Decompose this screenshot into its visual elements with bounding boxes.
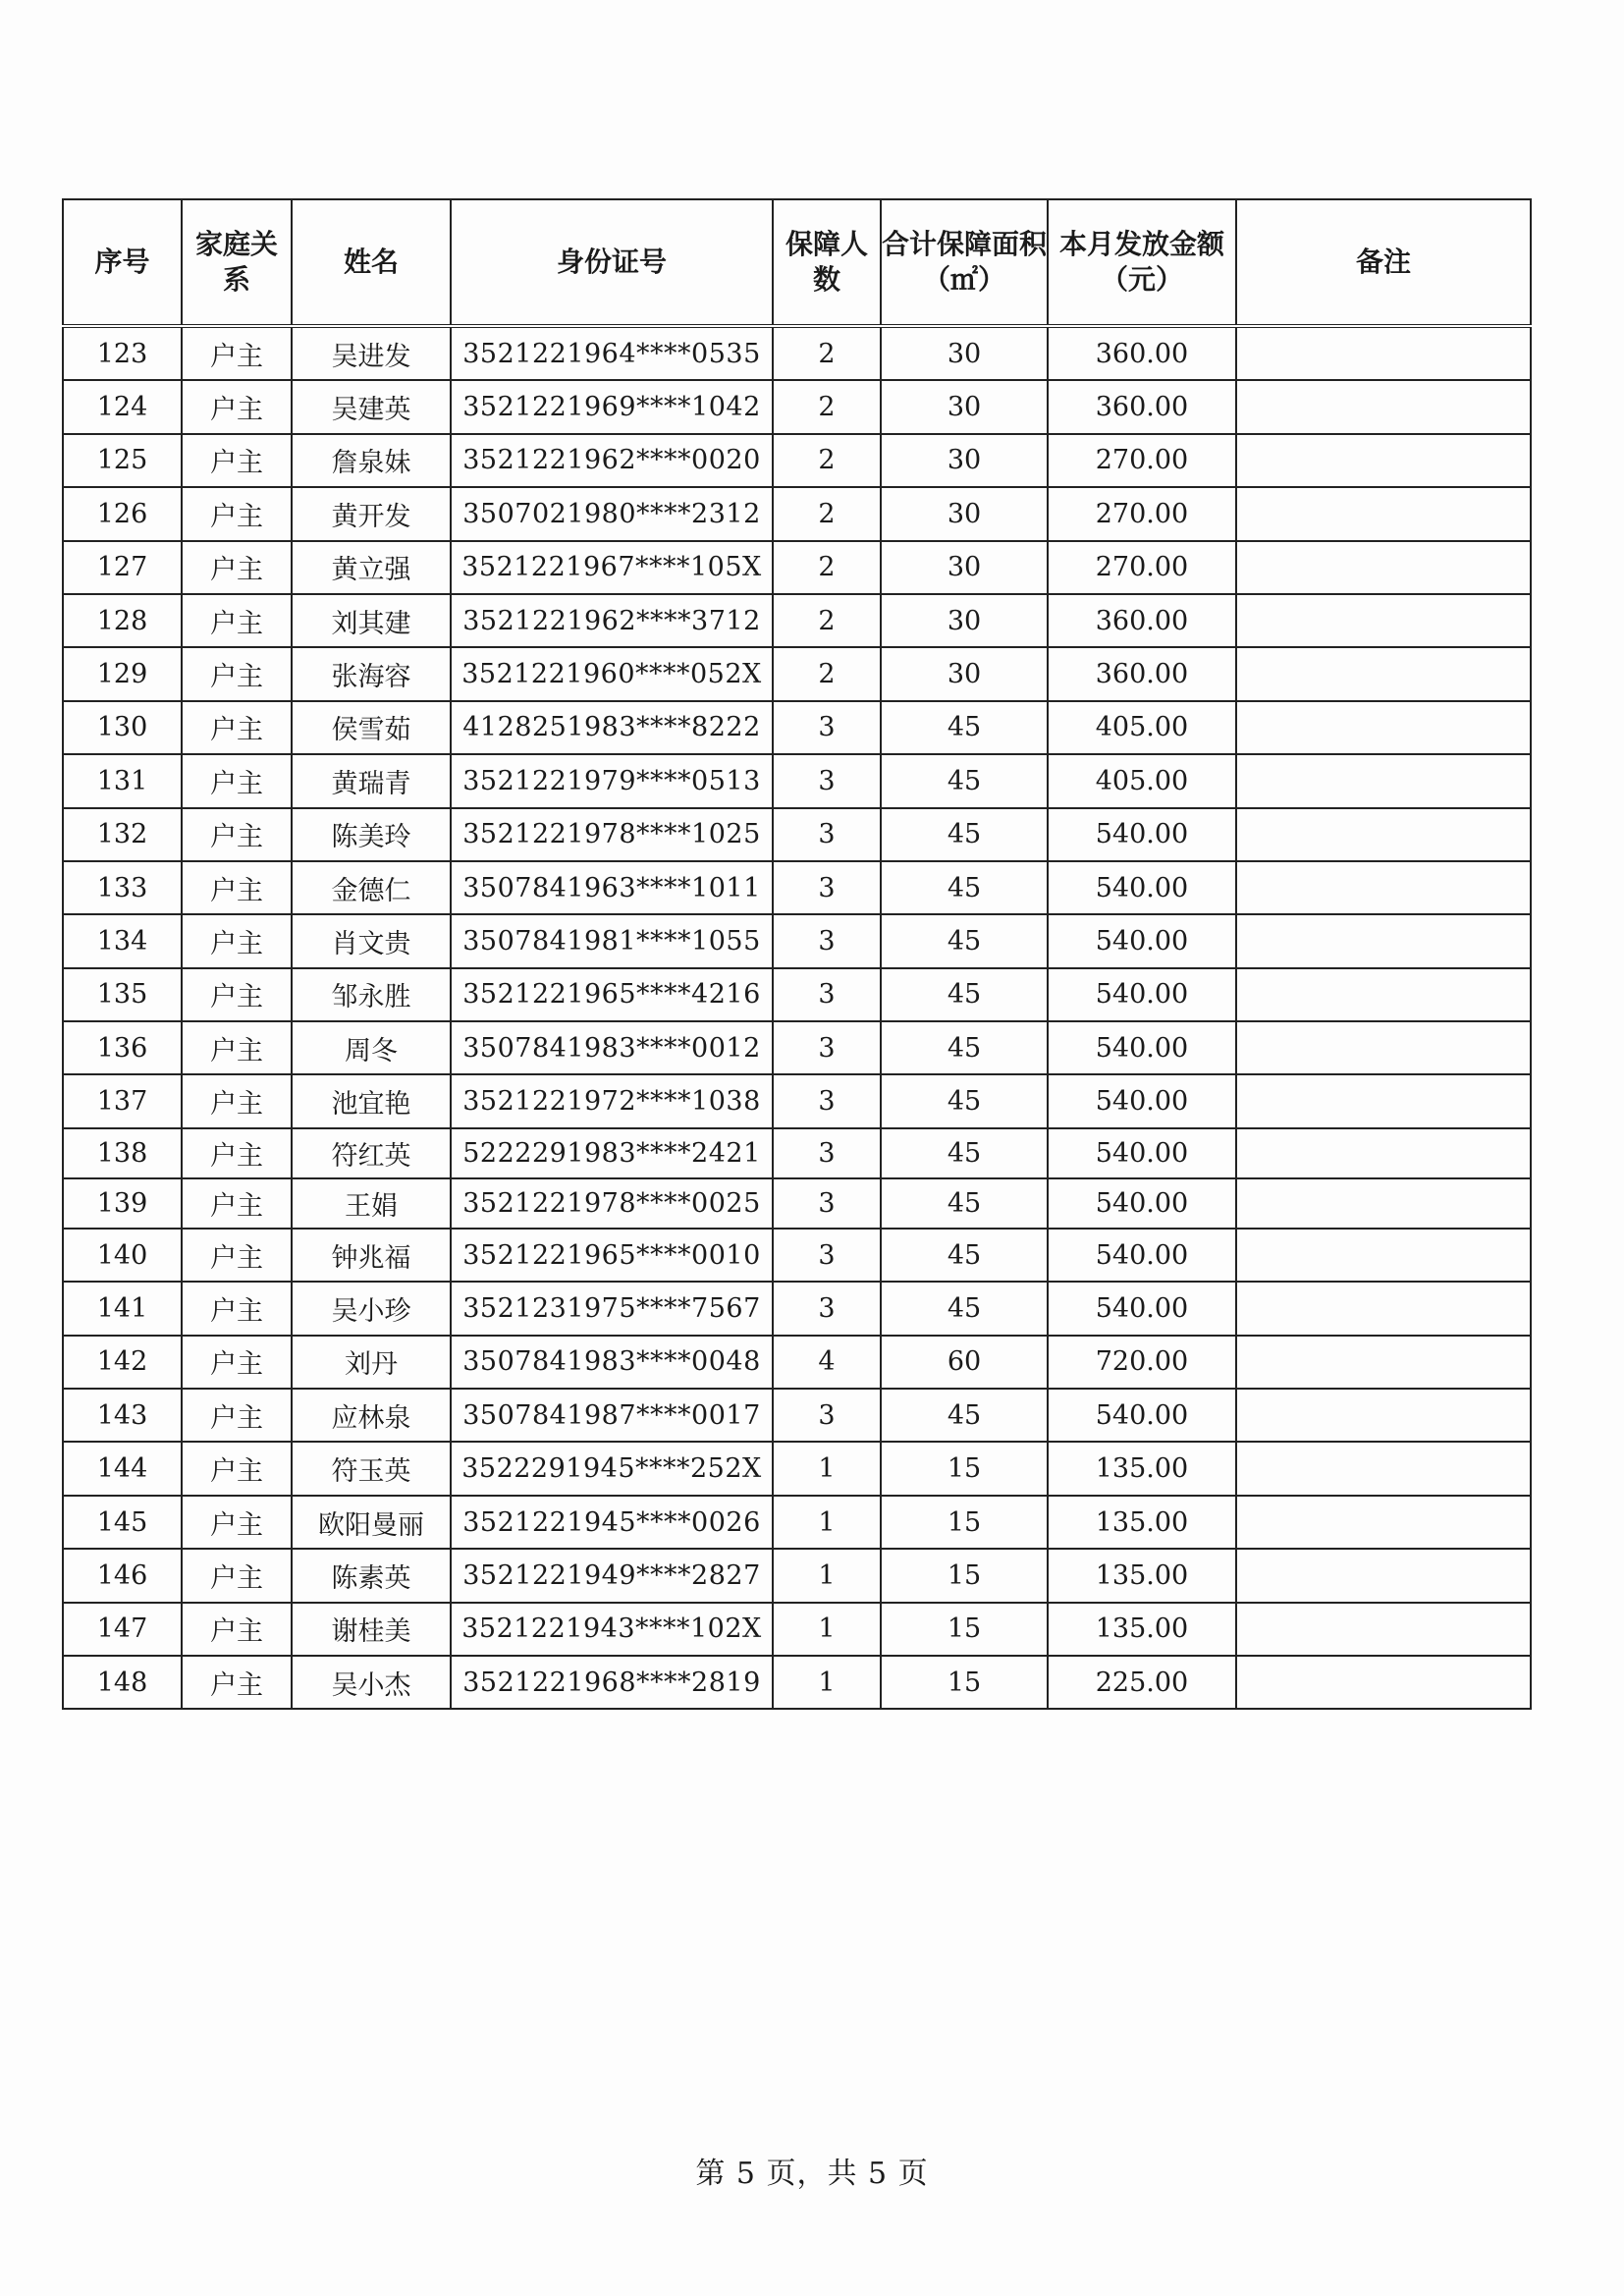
cell-remark [1236,968,1531,1021]
cell-persons: 3 [773,861,881,914]
cell-id-number: 3521221965****0010 [451,1229,773,1282]
cell-amount: 540.00 [1048,1229,1236,1282]
cell-remark [1236,1389,1531,1442]
table-row [63,594,1531,647]
cell-remark [1236,1656,1531,1709]
cell-seq: 124 [63,380,182,433]
cell-relation: 户主 [182,541,292,594]
cell-relation: 户主 [182,326,292,380]
cell-persons: 1 [773,1603,881,1656]
cell-name: 符玉英 [292,1442,451,1495]
cell-id-number: 4128251983****8222 [451,701,773,754]
header-relation: 家庭关系 [182,199,292,326]
cell-seq: 145 [63,1496,182,1549]
cell-area: 45 [881,701,1048,754]
cell-area: 30 [881,434,1048,487]
cell-relation: 户主 [182,594,292,647]
cell-relation: 户主 [182,1442,292,1495]
cell-remark [1236,1549,1531,1602]
table-row [63,1128,1531,1178]
cell-seq: 135 [63,968,182,1021]
cell-remark [1236,1178,1531,1229]
cell-amount: 135.00 [1048,1496,1236,1549]
cell-relation: 户主 [182,1128,292,1178]
cell-name: 钟兆福 [292,1229,451,1282]
cell-relation: 户主 [182,808,292,861]
cell-relation: 户主 [182,968,292,1021]
table-row [63,1549,1531,1602]
cell-name: 詹泉妹 [292,434,451,487]
cell-relation: 户主 [182,487,292,540]
cell-area: 15 [881,1549,1048,1602]
cell-persons: 1 [773,1442,881,1495]
cell-area: 30 [881,647,1048,700]
cell-persons: 2 [773,647,881,700]
cell-name: 吴小珍 [292,1282,451,1335]
cell-persons: 3 [773,808,881,861]
table-row [63,701,1531,754]
cell-seq: 148 [63,1656,182,1709]
cell-remark [1236,1282,1531,1335]
cell-relation: 户主 [182,1229,292,1282]
cell-id-number: 3521221968****2819 [451,1656,773,1709]
cell-persons: 2 [773,380,881,433]
cell-area: 30 [881,380,1048,433]
cell-amount: 405.00 [1048,701,1236,754]
cell-amount: 540.00 [1048,1074,1236,1127]
cell-area: 15 [881,1656,1048,1709]
cell-remark [1236,701,1531,754]
table-row [63,647,1531,700]
cell-seq: 123 [63,326,182,380]
cell-name: 刘其建 [292,594,451,647]
table-row [63,1021,1531,1074]
cell-persons: 2 [773,594,881,647]
header-id-number: 身份证号 [451,199,773,326]
cell-remark [1236,1229,1531,1282]
cell-relation: 户主 [182,1282,292,1335]
cell-id-number: 3507841987****0017 [451,1389,773,1442]
header-amount: 本月发放金额（元） [1048,199,1236,326]
cell-name: 黄瑞青 [292,754,451,807]
table-row [63,1603,1531,1656]
cell-amount: 270.00 [1048,434,1236,487]
cell-relation: 户主 [182,1656,292,1709]
cell-id-number: 5222291983****2421 [451,1128,773,1178]
cell-id-number: 3522291945****252X [451,1442,773,1495]
cell-id-number: 3521221962****0020 [451,434,773,487]
cell-seq: 125 [63,434,182,487]
cell-relation: 户主 [182,1389,292,1442]
cell-seq: 131 [63,754,182,807]
cell-name: 邹永胜 [292,968,451,1021]
cell-remark [1236,861,1531,914]
cell-relation: 户主 [182,754,292,807]
cell-amount: 540.00 [1048,861,1236,914]
cell-area: 15 [881,1442,1048,1495]
cell-relation: 户主 [182,1021,292,1074]
cell-name: 黄开发 [292,487,451,540]
cell-id-number: 3521221964****0535 [451,326,773,380]
cell-amount: 225.00 [1048,1656,1236,1709]
cell-area: 45 [881,914,1048,967]
cell-amount: 135.00 [1048,1442,1236,1495]
table-row [63,380,1531,433]
cell-seq: 133 [63,861,182,914]
cell-amount: 270.00 [1048,487,1236,540]
cell-relation: 户主 [182,701,292,754]
cell-amount: 405.00 [1048,754,1236,807]
cell-amount: 360.00 [1048,380,1236,433]
cell-seq: 126 [63,487,182,540]
cell-relation: 户主 [182,914,292,967]
cell-remark [1236,541,1531,594]
cell-area: 30 [881,541,1048,594]
cell-remark [1236,487,1531,540]
cell-id-number: 3507841983****0048 [451,1336,773,1389]
cell-name: 周冬 [292,1021,451,1074]
cell-amount: 135.00 [1048,1603,1236,1656]
cell-remark [1236,1074,1531,1127]
cell-seq: 140 [63,1229,182,1282]
cell-persons: 4 [773,1336,881,1389]
cell-persons: 2 [773,487,881,540]
cell-persons: 3 [773,1178,881,1229]
cell-area: 30 [881,487,1048,540]
cell-remark [1236,808,1531,861]
cell-remark [1236,1442,1531,1495]
cell-seq: 144 [63,1442,182,1495]
cell-relation: 户主 [182,1336,292,1389]
table-row [63,1656,1531,1709]
cell-area: 45 [881,754,1048,807]
cell-persons: 1 [773,1549,881,1602]
table-row [63,968,1531,1021]
cell-seq: 143 [63,1389,182,1442]
cell-id-number: 3521221965****4216 [451,968,773,1021]
cell-remark [1236,1336,1531,1389]
cell-id-number: 3521221978****0025 [451,1178,773,1229]
cell-name: 张海容 [292,647,451,700]
cell-seq: 136 [63,1021,182,1074]
cell-id-number: 3521221978****1025 [451,808,773,861]
cell-amount: 135.00 [1048,1549,1236,1602]
cell-id-number: 3507841983****0012 [451,1021,773,1074]
cell-seq: 141 [63,1282,182,1335]
cell-relation: 户主 [182,647,292,700]
cell-amount: 270.00 [1048,541,1236,594]
cell-remark [1236,1603,1531,1656]
cell-persons: 3 [773,1282,881,1335]
header-name: 姓名 [292,199,451,326]
cell-name: 陈美玲 [292,808,451,861]
table-row [63,1442,1531,1495]
cell-id-number: 3521221962****3712 [451,594,773,647]
cell-name: 应林泉 [292,1389,451,1442]
cell-persons: 3 [773,914,881,967]
cell-name: 侯雪茹 [292,701,451,754]
cell-area: 30 [881,594,1048,647]
cell-id-number: 3507841981****1055 [451,914,773,967]
cell-name: 陈素英 [292,1549,451,1602]
cell-persons: 2 [773,434,881,487]
cell-name: 符红英 [292,1128,451,1178]
cell-remark [1236,754,1531,807]
cell-persons: 2 [773,541,881,594]
page-number-footer: 第 5 页，共 5 页 [695,2157,929,2191]
header-persons: 保障人数 [773,199,881,326]
cell-id-number: 3521221969****1042 [451,380,773,433]
cell-persons: 3 [773,1389,881,1442]
cell-seq: 138 [63,1128,182,1178]
table-row [63,1336,1531,1389]
cell-name: 王娟 [292,1178,451,1229]
cell-amount: 540.00 [1048,968,1236,1021]
cell-seq: 134 [63,914,182,967]
cell-name: 吴进发 [292,326,451,380]
cell-name: 池宜艳 [292,1074,451,1127]
cell-remark [1236,647,1531,700]
cell-seq: 129 [63,647,182,700]
cell-remark [1236,914,1531,967]
cell-amount: 360.00 [1048,647,1236,700]
cell-area: 45 [881,1389,1048,1442]
cell-name: 刘丹 [292,1336,451,1389]
cell-relation: 户主 [182,380,292,433]
cell-amount: 540.00 [1048,914,1236,967]
cell-area: 45 [881,1178,1048,1229]
cell-name: 肖文贵 [292,914,451,967]
cell-seq: 132 [63,808,182,861]
cell-persons: 3 [773,754,881,807]
table-row [63,754,1531,807]
cell-remark [1236,326,1531,380]
cell-remark [1236,1496,1531,1549]
cell-remark [1236,380,1531,433]
cell-id-number: 3521221943****102X [451,1603,773,1656]
cell-id-number: 3521221967****105X [451,541,773,594]
cell-id-number: 3521221979****0513 [451,754,773,807]
cell-relation: 户主 [182,1074,292,1127]
cell-area: 45 [881,1074,1048,1127]
table-row [63,1074,1531,1127]
cell-area: 30 [881,326,1048,380]
cell-area: 15 [881,1496,1048,1549]
cell-amount: 360.00 [1048,594,1236,647]
cell-amount: 540.00 [1048,1021,1236,1074]
cell-amount: 540.00 [1048,808,1236,861]
cell-persons: 1 [773,1496,881,1549]
cell-relation: 户主 [182,1496,292,1549]
table-body [63,326,1531,1709]
cell-name: 欧阳曼丽 [292,1496,451,1549]
header-area: 合计保障面积（㎡） [881,199,1048,326]
cell-amount: 360.00 [1048,326,1236,380]
cell-id-number: 3521221945****0026 [451,1496,773,1549]
cell-area: 45 [881,968,1048,1021]
cell-id-number: 3507021980****2312 [451,487,773,540]
table-row [63,541,1531,594]
cell-seq: 142 [63,1336,182,1389]
table-row [63,1282,1531,1335]
cell-persons: 3 [773,1128,881,1178]
cell-amount: 540.00 [1048,1389,1236,1442]
header-remark: 备注 [1236,199,1531,326]
cell-id-number: 3521221949****2827 [451,1549,773,1602]
cell-area: 60 [881,1336,1048,1389]
cell-name: 吴建英 [292,380,451,433]
cell-area: 45 [881,861,1048,914]
cell-persons: 3 [773,1074,881,1127]
table-row [63,861,1531,914]
cell-id-number: 3521231975****7567 [451,1282,773,1335]
table-row [63,914,1531,967]
table-row [63,487,1531,540]
cell-relation: 户主 [182,1178,292,1229]
table-row [63,434,1531,487]
cell-persons: 2 [773,326,881,380]
cell-id-number: 3521221972****1038 [451,1074,773,1127]
cell-persons: 3 [773,701,881,754]
cell-persons: 3 [773,1021,881,1074]
cell-area: 45 [881,1128,1048,1178]
cell-relation: 户主 [182,1603,292,1656]
header-seq: 序号 [63,199,182,326]
cell-area: 15 [881,1603,1048,1656]
table-header-row [63,199,1531,326]
cell-id-number: 3521221960****052X [451,647,773,700]
cell-seq: 147 [63,1603,182,1656]
cell-area: 45 [881,1282,1048,1335]
cell-relation: 户主 [182,861,292,914]
table-row [63,808,1531,861]
cell-name: 谢桂美 [292,1603,451,1656]
cell-name: 金德仁 [292,861,451,914]
table-row [63,326,1531,380]
cell-seq: 130 [63,701,182,754]
cell-amount: 540.00 [1048,1128,1236,1178]
cell-seq: 137 [63,1074,182,1127]
cell-persons: 3 [773,1229,881,1282]
cell-relation: 户主 [182,1549,292,1602]
cell-area: 45 [881,1021,1048,1074]
cell-area: 45 [881,1229,1048,1282]
cell-seq: 127 [63,541,182,594]
cell-seq: 139 [63,1178,182,1229]
cell-amount: 540.00 [1048,1178,1236,1229]
table-row [63,1229,1531,1282]
cell-name: 吴小杰 [292,1656,451,1709]
cell-seq: 128 [63,594,182,647]
cell-remark [1236,594,1531,647]
table-row [63,1178,1531,1229]
cell-id-number: 3507841963****1011 [451,861,773,914]
cell-seq: 146 [63,1549,182,1602]
cell-relation: 户主 [182,434,292,487]
cell-persons: 3 [773,968,881,1021]
subsidy-roster-table [62,198,1532,1710]
cell-remark [1236,434,1531,487]
table-row [63,1389,1531,1442]
cell-persons: 1 [773,1656,881,1709]
cell-remark [1236,1021,1531,1074]
cell-amount: 720.00 [1048,1336,1236,1389]
cell-remark [1236,1128,1531,1178]
cell-area: 45 [881,808,1048,861]
table-row [63,1496,1531,1549]
cell-name: 黄立强 [292,541,451,594]
cell-amount: 540.00 [1048,1282,1236,1335]
